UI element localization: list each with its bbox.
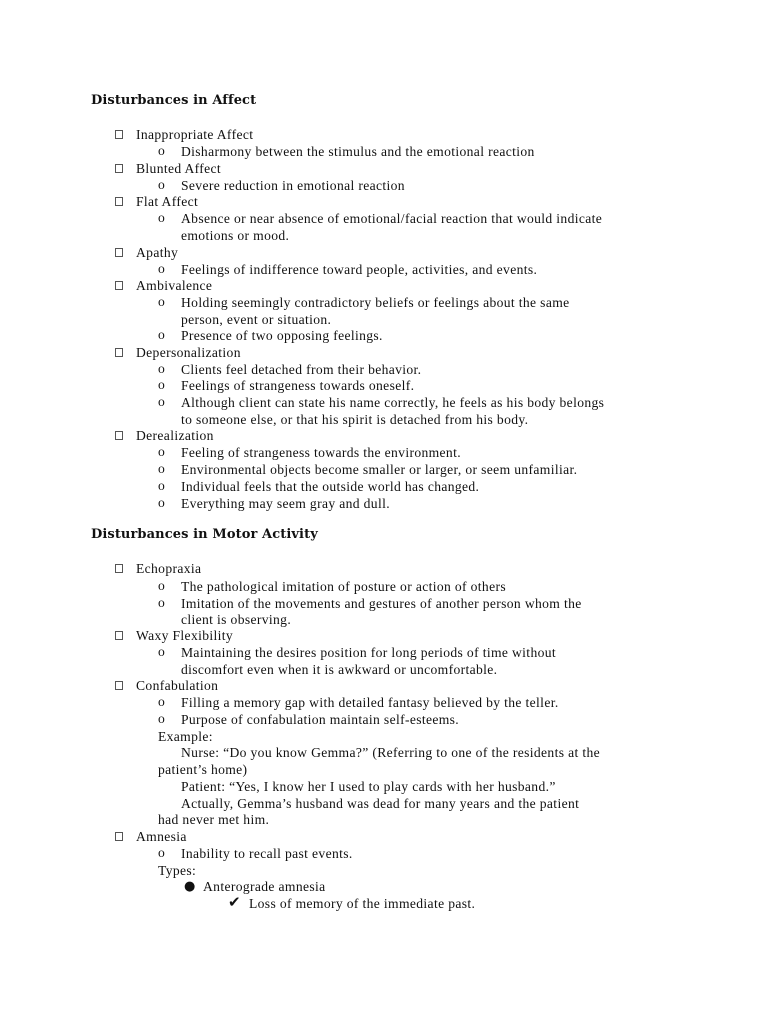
type-detail: Loss of memory of the immediate past. [249, 896, 476, 911]
sub-bullet: o [158, 595, 165, 610]
sub-item-continued: discomfort even when it is awkward or uncomfortable. [181, 662, 498, 677]
sub-item-continued: emotions or mood. [181, 228, 290, 243]
sub-bullet: o [158, 394, 165, 409]
sub-item-continued: person, event or situation. [181, 312, 332, 327]
sub-bullet: o [158, 143, 165, 158]
sub-bullet: o [158, 261, 165, 276]
sub-item: Maintaining the desires position for long periods of time without [181, 645, 557, 660]
sub-bullet: o [158, 495, 165, 510]
example-nurse-continued: patient’s home) [158, 762, 248, 777]
sub-bullet: o [158, 845, 165, 860]
item-amnesia: Amnesia [136, 829, 187, 844]
example-nurse-line: Nurse: “Do you know Gemma?” (Referring to one of the residents at the [181, 745, 600, 760]
sub-bullet: o [158, 377, 165, 392]
checkbox-bullet [115, 681, 123, 690]
example-label: Example: [158, 729, 213, 744]
item-apathy: Apathy [136, 245, 179, 260]
sub-bullet: o [158, 444, 165, 459]
check-icon: ✔ [228, 893, 241, 911]
sub-item: Presence of two opposing feelings. [181, 328, 383, 343]
checkbox-bullet [115, 431, 123, 440]
checkbox-bullet [115, 197, 123, 206]
sub-item: Environmental objects become smaller or larger, or seem unfamiliar. [181, 462, 578, 477]
heading-disturbances-motor: Disturbances in Motor Activity [91, 527, 318, 542]
sub-item-continued: client is observing. [181, 612, 292, 627]
example-patient-line: Patient: “Yes, I know her I used to play cards with her husband.” [181, 779, 556, 794]
sub-item: Everything may seem gray and dull. [181, 496, 390, 511]
sub-item: Feeling of strangeness towards the environment. [181, 445, 461, 460]
sub-item: Imitation of the movements and gestures of another person whom the [181, 596, 582, 611]
checkbox-bullet [115, 130, 123, 139]
checkbox-bullet [115, 631, 123, 640]
types-label: Types: [158, 863, 197, 878]
sub-item: Filling a memory gap with detailed fantasy believed by the teller. [181, 695, 559, 710]
sub-bullet: o [158, 578, 165, 593]
sub-item: Holding seemingly contradictory beliefs or feelings about the same [181, 295, 570, 310]
sub-bullet: o [158, 294, 165, 309]
item-ambivalence: Ambivalence [136, 278, 213, 293]
sub-item: Severe reduction in emotional reaction [181, 178, 405, 193]
checkbox-bullet [115, 564, 123, 573]
example-actual-continued: had never met him. [158, 812, 270, 827]
sub-bullet: o [158, 210, 165, 225]
sub-item: Absence or near absence of emotional/facial reaction that would indicate [181, 211, 603, 226]
sub-bullet: o [158, 644, 165, 659]
sub-bullet: o [158, 461, 165, 476]
item-inappropriate-affect: Inappropriate Affect [136, 127, 254, 142]
sub-item: The pathological imitation of posture or action of others [181, 579, 506, 594]
checkbox-bullet [115, 281, 123, 290]
sub-bullet: o [158, 694, 165, 709]
sub-item-continued: to someone else, or that his spirit is detached from his body. [181, 412, 529, 427]
sub-item: Clients feel detached from their behavior. [181, 362, 422, 377]
sub-item: Inability to recall past events. [181, 846, 353, 861]
sub-bullet: o [158, 711, 165, 726]
sub-item: Although client can state his name correctly, he feels as his body belongs [181, 395, 605, 410]
item-blunted-affect: Blunted Affect [136, 161, 222, 176]
sub-bullet: o [158, 361, 165, 376]
item-flat-affect: Flat Affect [136, 194, 199, 209]
type-anterograde: Anterograde amnesia [203, 879, 326, 894]
checkbox-bullet [115, 832, 123, 841]
sub-bullet: o [158, 177, 165, 192]
checkbox-bullet [115, 348, 123, 357]
sub-item: Feelings of strangeness towards oneself. [181, 378, 415, 393]
sub-item: Disharmony between the stimulus and the emotional reaction [181, 144, 535, 159]
item-echopraxia: Echopraxia [136, 561, 202, 576]
sub-bullet: o [158, 478, 165, 493]
item-depersonalization: Depersonalization [136, 345, 241, 360]
sub-item: Feelings of indifference toward people, activities, and events. [181, 262, 538, 277]
item-derealization: Derealization [136, 428, 214, 443]
dot-bullet: ● [184, 879, 196, 894]
item-confabulation: Confabulation [136, 678, 219, 693]
heading-disturbances-affect: Disturbances in Affect [91, 93, 257, 108]
example-actual-line: Actually, Gemma’s husband was dead for many years and the patient [181, 796, 580, 811]
sub-item: Purpose of confabulation maintain self-esteems. [181, 712, 460, 727]
sub-item: Individual feels that the outside world has changed. [181, 479, 480, 494]
item-waxy-flexibility: Waxy Flexibility [136, 628, 234, 643]
checkbox-bullet [115, 248, 123, 257]
sub-bullet: o [158, 327, 165, 342]
checkbox-bullet [115, 164, 123, 173]
